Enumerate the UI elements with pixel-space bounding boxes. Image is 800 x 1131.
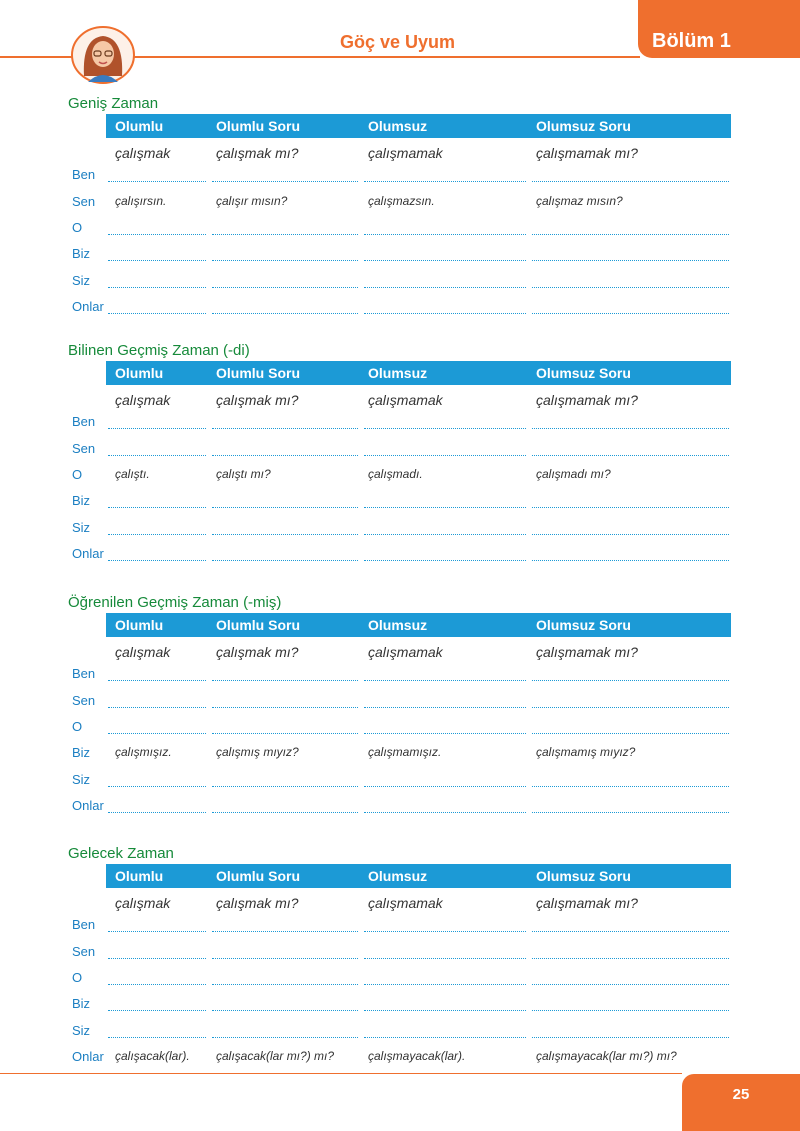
pronoun-label: Onlar — [72, 299, 104, 314]
column-header: Olumlu — [115, 868, 164, 884]
infinitive-label: çalışmamak mı? — [536, 392, 638, 408]
example-answer: çalışmış mıyız? — [216, 745, 299, 759]
answer-blank[interactable] — [212, 181, 358, 182]
infinitive-label: çalışmamak — [368, 392, 443, 408]
answer-blank[interactable] — [532, 507, 729, 508]
infinitive-label: çalışmak mı? — [216, 392, 299, 408]
example-answer: çalışmadı mı? — [536, 467, 611, 481]
section-title: Gelecek Zaman — [68, 845, 174, 862]
answer-blank[interactable] — [364, 287, 526, 288]
infinitive-label: çalışmak — [115, 644, 171, 660]
conjugation-row — [0, 964, 800, 990]
pronoun-label: Biz — [72, 246, 91, 261]
section-title: Bilinen Geçmiş Zaman (-di) — [68, 342, 250, 359]
answer-blank[interactable] — [212, 707, 358, 708]
conjugation-row — [0, 990, 800, 1016]
answer-blank[interactable] — [212, 560, 358, 561]
pronoun-label: O — [72, 220, 83, 235]
page-number: 25 — [682, 1074, 800, 1131]
answer-blank[interactable] — [532, 260, 729, 261]
section-title: Öğrenilen Geçmiş Zaman (-miş) — [68, 594, 282, 611]
column-header: Olumlu — [115, 118, 164, 134]
answer-blank[interactable] — [212, 313, 358, 314]
conjugation-row — [0, 487, 800, 513]
answer-blank[interactable] — [212, 733, 358, 734]
conjugation-row — [0, 739, 800, 765]
pronoun-label: Sen — [72, 693, 96, 708]
example-answer: çalışmışız. — [115, 745, 172, 759]
answer-blank[interactable] — [108, 786, 206, 787]
answer-blank[interactable] — [532, 958, 729, 959]
answer-blank[interactable] — [532, 733, 729, 734]
answer-blank[interactable] — [364, 931, 526, 932]
example-answer: çalışacak(lar). — [115, 1049, 190, 1063]
answer-blank[interactable] — [532, 313, 729, 314]
conjugation-row — [0, 514, 800, 540]
answer-blank[interactable] — [364, 560, 526, 561]
answer-blank[interactable] — [364, 984, 526, 985]
answer-blank[interactable] — [212, 931, 358, 932]
column-header: Olumsuz — [368, 617, 428, 633]
answer-blank[interactable] — [532, 707, 729, 708]
answer-blank[interactable] — [108, 984, 206, 985]
infinitive-label: çalışmamak mı? — [536, 895, 638, 911]
conjugation-row — [0, 293, 800, 319]
pronoun-label: Sen — [72, 944, 96, 959]
answer-blank[interactable] — [364, 680, 526, 681]
answer-blank[interactable] — [108, 455, 206, 456]
answer-blank[interactable] — [108, 287, 206, 288]
infinitive-label: çalışmamak — [368, 644, 443, 660]
example-answer: çalışır mısın? — [216, 194, 288, 208]
column-header: Olumsuz Soru — [536, 868, 631, 884]
answer-blank[interactable] — [108, 534, 206, 535]
tense-section — [0, 342, 800, 572]
pronoun-label: Biz — [72, 996, 91, 1011]
pronoun-label: Ben — [72, 167, 96, 182]
column-header: Olumsuz — [368, 118, 428, 134]
pronoun-label: Onlar — [72, 798, 104, 813]
conjugation-row — [0, 188, 800, 214]
table-header — [106, 864, 731, 888]
answer-blank[interactable] — [212, 786, 358, 787]
conjugation-row — [0, 267, 800, 293]
answer-blank[interactable] — [108, 428, 206, 429]
infinitive-label: çalışmak mı? — [216, 145, 299, 161]
answer-blank[interactable] — [108, 707, 206, 708]
column-header: Olumlu Soru — [216, 118, 300, 134]
infinitive-label: çalışmak — [115, 895, 171, 911]
column-header: Olumsuz Soru — [536, 118, 631, 134]
table-header — [106, 114, 731, 138]
answer-blank[interactable] — [364, 455, 526, 456]
answer-blank[interactable] — [532, 560, 729, 561]
answer-blank[interactable] — [532, 812, 729, 813]
conjugation-row — [0, 1043, 800, 1069]
conjugation-row — [0, 1017, 800, 1043]
section-title: Geniş Zaman — [68, 95, 159, 112]
example-answer: çalışmazsın. — [368, 194, 435, 208]
pronoun-label: Onlar — [72, 546, 104, 561]
example-answer: çalışmaz mısın? — [536, 194, 623, 208]
pronoun-label: O — [72, 719, 83, 734]
answer-blank[interactable] — [532, 984, 729, 985]
page-title: Göç ve Uyum — [340, 32, 456, 52]
answer-blank[interactable] — [532, 1037, 729, 1038]
conjugation-row — [0, 766, 800, 792]
pronoun-label: Biz — [72, 493, 91, 508]
answer-blank[interactable] — [532, 181, 729, 182]
infinitive-label: çalışmak — [115, 392, 171, 408]
infinitive-label: çalışmamak — [368, 145, 443, 161]
example-answer: çalışmamışız. — [368, 745, 442, 759]
answer-blank[interactable] — [212, 680, 358, 681]
column-header: Olumlu — [115, 365, 164, 381]
conjugation-row — [0, 713, 800, 739]
table-header — [106, 613, 731, 637]
answer-blank[interactable] — [108, 733, 206, 734]
infinitive-label: çalışmamak mı? — [536, 644, 638, 660]
answer-blank[interactable] — [364, 534, 526, 535]
example-answer: çalışmamış mıyız? — [536, 745, 636, 759]
conjugation-row — [0, 408, 800, 434]
answer-blank[interactable] — [108, 958, 206, 959]
answer-blank[interactable] — [532, 428, 729, 429]
conjugation-row — [0, 792, 800, 818]
conjugation-row — [0, 214, 800, 240]
conjugation-row — [0, 660, 800, 686]
answer-blank[interactable] — [532, 534, 729, 535]
infinitive-label: çalışmamak — [368, 895, 443, 911]
answer-blank[interactable] — [364, 234, 526, 235]
pronoun-label: Sen — [72, 194, 96, 209]
footer-line — [0, 1073, 682, 1074]
answer-blank[interactable] — [212, 984, 358, 985]
answer-blank[interactable] — [212, 234, 358, 235]
answer-blank[interactable] — [364, 1010, 526, 1011]
answer-blank[interactable] — [212, 455, 358, 456]
answer-blank[interactable] — [108, 680, 206, 681]
pronoun-label: Siz — [72, 1023, 91, 1038]
answer-blank[interactable] — [108, 260, 206, 261]
answer-blank[interactable] — [532, 786, 729, 787]
column-header: Olumsuz — [368, 365, 428, 381]
table-header — [106, 361, 731, 385]
column-header: Olumsuz Soru — [536, 617, 631, 633]
column-header: Olumlu Soru — [216, 365, 300, 381]
answer-blank[interactable] — [532, 931, 729, 932]
answer-blank[interactable] — [108, 1037, 206, 1038]
conjugation-row — [0, 461, 800, 487]
pronoun-label: Ben — [72, 917, 96, 932]
pronoun-label: O — [72, 970, 83, 985]
answer-blank[interactable] — [364, 507, 526, 508]
answer-blank[interactable] — [108, 560, 206, 561]
tense-section — [0, 845, 800, 1075]
pronoun-label: Biz — [72, 745, 91, 760]
conjugation-row — [0, 938, 800, 964]
answer-blank[interactable] — [532, 287, 729, 288]
tense-section — [0, 95, 800, 325]
answer-blank[interactable] — [212, 260, 358, 261]
conjugation-row — [0, 161, 800, 187]
answer-blank[interactable] — [364, 260, 526, 261]
answer-blank[interactable] — [364, 786, 526, 787]
answer-blank[interactable] — [532, 680, 729, 681]
answer-blank[interactable] — [364, 812, 526, 813]
tense-section — [0, 594, 800, 824]
answer-blank[interactable] — [532, 1010, 729, 1011]
answer-blank[interactable] — [532, 455, 729, 456]
pronoun-label: Onlar — [72, 1049, 104, 1064]
infinitive-label: çalışmak mı? — [216, 895, 299, 911]
answer-blank[interactable] — [212, 534, 358, 535]
answer-blank[interactable] — [364, 958, 526, 959]
teacher-avatar-icon — [70, 26, 136, 84]
example-answer: çalışacak(lar mı?) mı? — [216, 1049, 335, 1063]
column-header: Olumsuz — [368, 868, 428, 884]
pronoun-label: Ben — [72, 414, 96, 429]
answer-blank[interactable] — [364, 707, 526, 708]
answer-blank[interactable] — [364, 733, 526, 734]
answer-blank[interactable] — [108, 181, 206, 182]
answer-blank[interactable] — [212, 287, 358, 288]
answer-blank[interactable] — [108, 234, 206, 235]
answer-blank[interactable] — [212, 507, 358, 508]
infinitive-label: çalışmak — [115, 145, 171, 161]
pronoun-label: Sen — [72, 441, 96, 456]
pronoun-label: Siz — [72, 273, 91, 288]
column-header: Olumlu — [115, 617, 164, 633]
answer-blank[interactable] — [212, 1037, 358, 1038]
answer-blank[interactable] — [532, 234, 729, 235]
answer-blank[interactable] — [108, 1010, 206, 1011]
answer-blank[interactable] — [364, 181, 526, 182]
example-answer: çalışırsın. — [115, 194, 167, 208]
example-answer: çalıştı. — [115, 467, 150, 481]
example-answer: çalıştı mı? — [216, 467, 271, 481]
conjugation-row — [0, 435, 800, 461]
chapter-badge: Bölüm 1 — [638, 0, 800, 58]
answer-blank[interactable] — [364, 428, 526, 429]
answer-blank[interactable] — [108, 931, 206, 932]
pronoun-label: O — [72, 467, 83, 482]
answer-blank[interactable] — [108, 507, 206, 508]
example-answer: çalışmadı. — [368, 467, 423, 481]
answer-blank[interactable] — [212, 1010, 358, 1011]
column-header: Olumlu Soru — [216, 868, 300, 884]
pronoun-label: Ben — [72, 666, 96, 681]
conjugation-row — [0, 687, 800, 713]
answer-blank[interactable] — [212, 958, 358, 959]
answer-blank[interactable] — [364, 1037, 526, 1038]
column-header: Olumlu Soru — [216, 617, 300, 633]
answer-blank[interactable] — [108, 812, 206, 813]
column-header: Olumsuz Soru — [536, 365, 631, 381]
pronoun-label: Siz — [72, 772, 91, 787]
infinitive-label: çalışmamak mı? — [536, 145, 638, 161]
answer-blank[interactable] — [212, 428, 358, 429]
answer-blank[interactable] — [108, 313, 206, 314]
example-answer: çalışmayacak(lar). — [368, 1049, 466, 1063]
conjugation-row — [0, 911, 800, 937]
answer-blank[interactable] — [364, 313, 526, 314]
example-answer: çalışmayacak(lar mı?) mı? — [536, 1049, 677, 1063]
answer-blank[interactable] — [212, 812, 358, 813]
infinitive-label: çalışmak mı? — [216, 644, 299, 660]
pronoun-label: Siz — [72, 520, 91, 535]
conjugation-row — [0, 240, 800, 266]
conjugation-row — [0, 540, 800, 566]
